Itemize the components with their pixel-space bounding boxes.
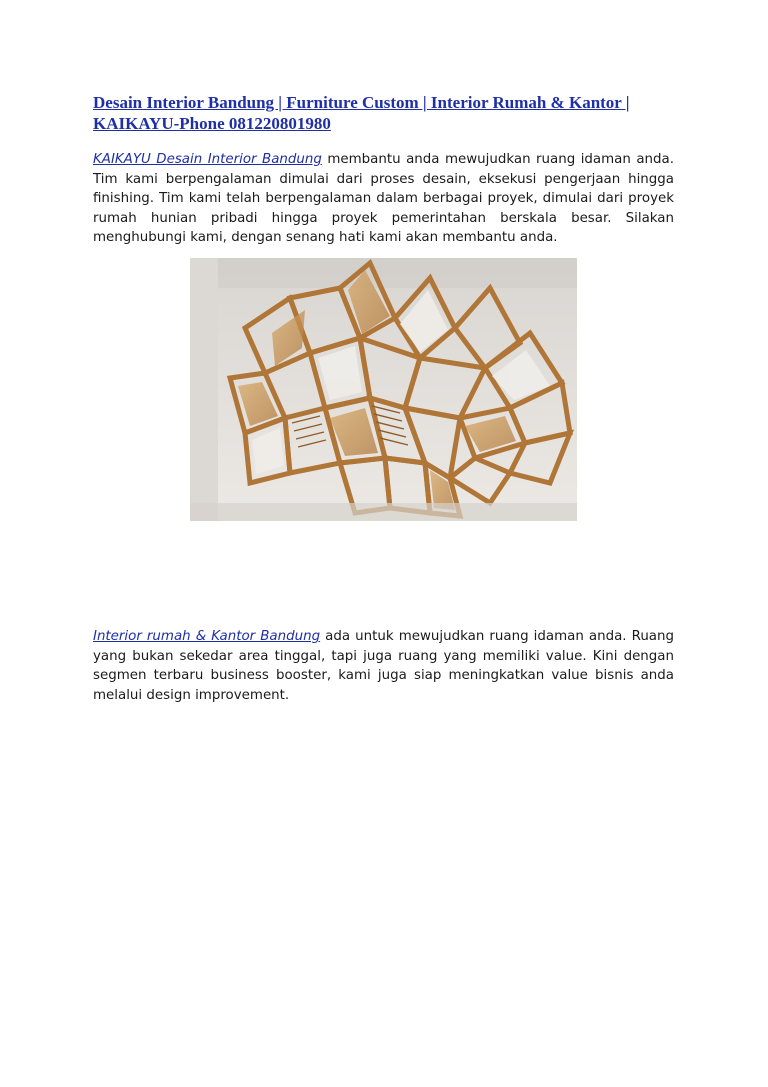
services-paragraph-text: ada untuk mewujudkan ruang idaman anda. Ruang yang bukan sekedar area tinggal, tapi juga ruang yang memiliki value. Kini dengan segmen terbaru business booster, kami juga siap meningkatkan value bisnis anda melalui design improvement.: [93, 629, 675, 703]
wooden-shelf-photo: [190, 258, 577, 521]
document-title[interactable]: Desain Interior Bandung | Furniture Custom | Interior Rumah & Kantor | KAIKAYU-Phone 081220801980: [93, 93, 630, 133]
kaikayu-link[interactable]: KAIKAYU Desain Interior Bandung: [93, 152, 322, 167]
interior-rumah-kantor-link[interactable]: Interior rumah & Kantor Bandung: [93, 629, 321, 644]
intro-paragraph: [93, 150, 674, 248]
intro-paragraph-text: membantu anda mewujudkan ruang idaman anda. Tim kami berpengalaman dimulai dari proses desain, eksekusi pengerjaan hingga finishing. Tim kami telah berpengalaman dalam berbagai proyek, dimulai dari proyek rumah hunian pribadi hingga proyek pemerintahan berskala besar. Silakan menghubungi kami, dengan senang hati kami akan membantu anda.: [93, 152, 674, 245]
services-paragraph: [93, 627, 674, 705]
